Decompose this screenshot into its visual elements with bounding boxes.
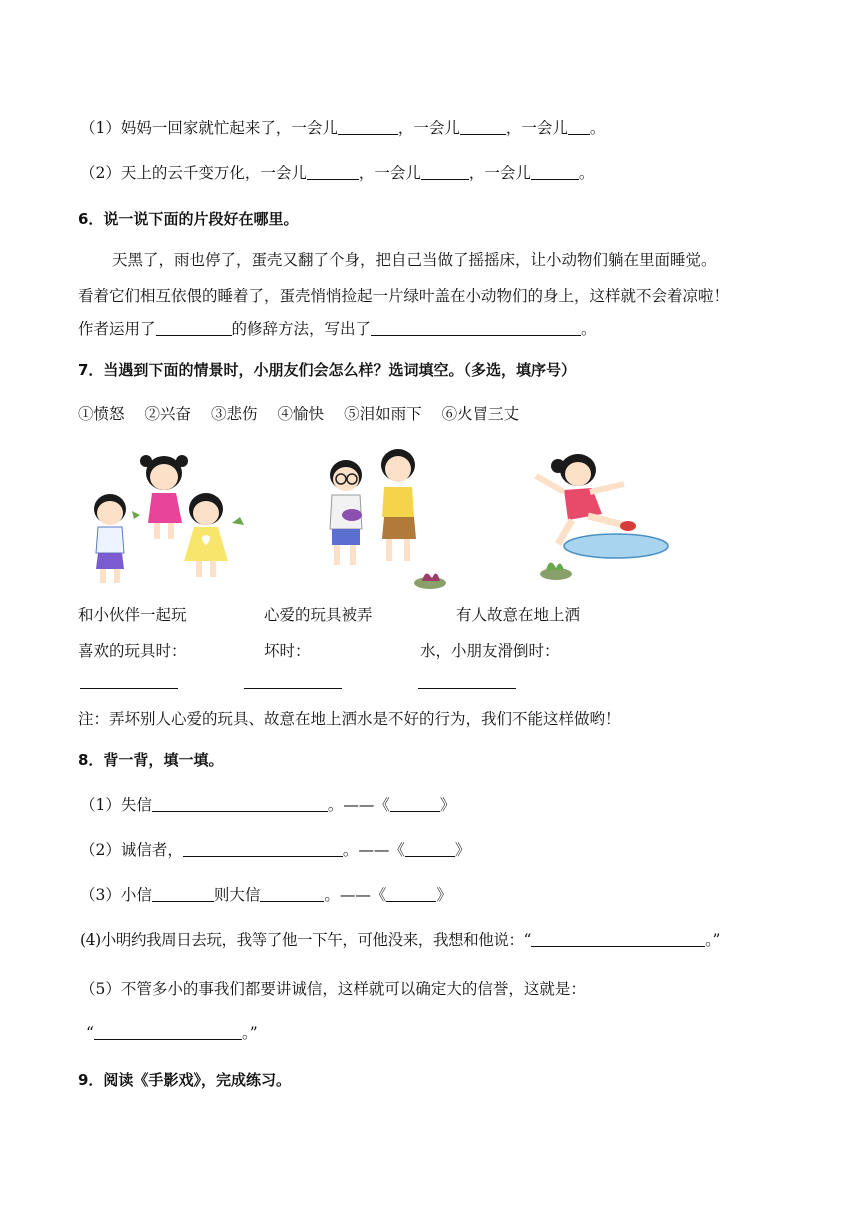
option: ③悲伤 bbox=[211, 405, 258, 423]
caption-1-line-1: 和小伙伴一起玩 bbox=[78, 606, 187, 624]
q8-item-3: （3）小信 则大信 。——《 》 bbox=[80, 886, 452, 904]
answer-blank[interactable] bbox=[421, 163, 469, 180]
q5-item-1: （1）妈妈一回家就忙起来了，一会儿 ，一会儿 ，一会儿 。 bbox=[80, 119, 606, 137]
q7-options bbox=[78, 403, 519, 425]
answer-blank[interactable] bbox=[152, 795, 328, 812]
q8-item-5: （5）不管多小的事我们都要讲诚信，这样就可以确定大的信誉，这就是： bbox=[80, 980, 586, 998]
answer-line-1[interactable] bbox=[80, 688, 178, 689]
answer-blank[interactable] bbox=[568, 118, 590, 135]
caption-3-line-2: 水，小朋友滑倒时： bbox=[420, 642, 560, 660]
answer-blank[interactable] bbox=[338, 118, 398, 135]
q8-item-4: (4)小明约我周日去玩，我等了他一下午，可他没来，我想和他说：“ 。” bbox=[80, 931, 720, 949]
answer-blank[interactable] bbox=[386, 885, 436, 902]
answer-blank[interactable] bbox=[183, 840, 343, 857]
option: ⑥火冒三丈 bbox=[441, 405, 520, 423]
option: ①愤怒 bbox=[78, 405, 125, 423]
caption-3-line-1: 有人故意在地上洒 bbox=[456, 606, 581, 624]
q7-note: 注：弄坏别人心爱的玩具、故意在地上洒水是不好的行为，我们不能这样做哟！ bbox=[78, 710, 621, 728]
answer-blank[interactable] bbox=[460, 118, 506, 135]
q5-item-2: （2）天上的云千变万化，一会儿 ，一会儿 ，一会儿 。 bbox=[80, 164, 595, 182]
illustration-broken-toy bbox=[318, 445, 448, 590]
answer-blank[interactable] bbox=[405, 840, 455, 857]
q8-title: 8．背一背，填一填。 bbox=[78, 751, 224, 769]
q6-title: 6．说一说下面的片段好在哪里。 bbox=[78, 210, 299, 228]
answer-blank[interactable] bbox=[531, 930, 705, 947]
option: ②兴奋 bbox=[144, 405, 192, 423]
q7-title: 7．当遇到下面的情景时，小朋友们会怎么样？选词填空。（多选，填序号） bbox=[78, 361, 576, 379]
q9-title: 9．阅读《手影戏》，完成练习。 bbox=[78, 1071, 291, 1089]
answer-blank[interactable] bbox=[94, 1023, 242, 1040]
q8-item-5-answer: “ 。” bbox=[86, 1024, 258, 1042]
caption-1-line-2: 喜欢的玩具时： bbox=[78, 642, 187, 660]
answer-blank[interactable] bbox=[307, 163, 359, 180]
caption-2-line-1: 心爱的玩具被弄 bbox=[264, 606, 373, 624]
q8-item-1: （1）失信 。——《 》 bbox=[80, 796, 456, 814]
answer-blank[interactable] bbox=[531, 163, 579, 180]
answer-blank[interactable] bbox=[156, 319, 232, 336]
answer-line-2[interactable] bbox=[244, 688, 342, 689]
caption-2-line-2: 坏时： bbox=[264, 642, 311, 660]
answer-blank[interactable] bbox=[260, 885, 324, 902]
illustration-girl-slipping bbox=[528, 448, 673, 588]
option: ⑤泪如雨下 bbox=[344, 405, 422, 423]
answer-line-3[interactable] bbox=[418, 688, 516, 689]
q8-item-2: （2）诚信者， 。——《 》 bbox=[80, 841, 471, 859]
answer-blank[interactable] bbox=[152, 885, 214, 902]
q6-para-2: 看着它们相互依偎的睡着了，蛋壳悄悄捡起一片绿叶盖在小动物们的身上，这样就不会着凉啦！ bbox=[78, 287, 730, 305]
q6-para-1: 天黑了，雨也停了，蛋壳又翻了个身，把自己当做了摇摇床，让小动物们躺在里面睡觉。 bbox=[112, 251, 717, 269]
option: ④愉快 bbox=[277, 405, 325, 423]
answer-blank[interactable] bbox=[390, 795, 440, 812]
illustration-kids-playing bbox=[82, 445, 257, 590]
q6-answer: 作者运用了 的修辞方法，写出了 。 bbox=[78, 320, 597, 338]
answer-blank[interactable] bbox=[371, 319, 581, 336]
